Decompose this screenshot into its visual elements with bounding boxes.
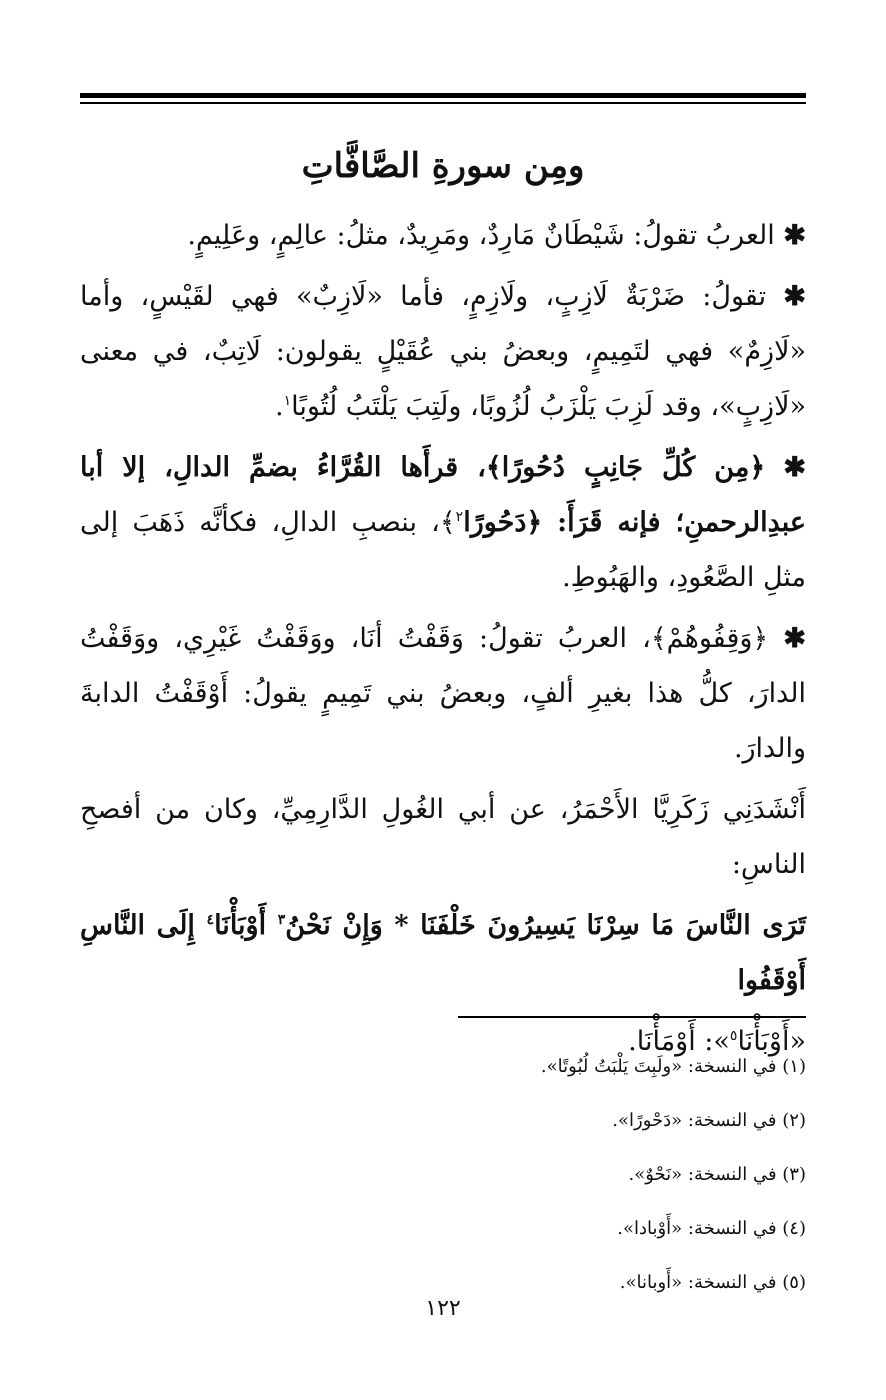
footnote-ref-1[interactable]: ١ [283,393,292,409]
paragraph-text: »: أَوْمَأْنَا. [628,1026,730,1057]
asterisk-icon: ✱ [783,281,806,312]
footnote-3: (٣) في النسخة: «نَحْوٌ». [628,1164,806,1185]
poetry-verse [80,898,806,1008]
footnote-ref-5[interactable]: ٥ [729,1028,738,1044]
verse-part: تَرَى النَّاسَ مَا سِرْنَا يَسِيرُونَ خَلْفَنَا * وَإِنْ نَحْنُ [285,910,806,941]
main-text [80,208,806,1075]
paragraph-1 [80,208,806,263]
verse-part: أَوْبَأْنَا [214,910,267,941]
footnote-ref-3[interactable]: ٣ [277,912,286,928]
footnote-1: (١) في النسخة: «ولَبِتَ يَلْبَتُ لُبُوتًا». [540,1056,806,1077]
footnote-ref-2[interactable]: ٢ [455,509,464,525]
paragraph-text: ﴾، بنصبِ الدالِ، فكأنَّه ذَهَبَ إلى مثلِ الصَّعُودِ، والهَبُوطِ. [80,507,806,593]
paragraph-text: تقولُ: ضَرْبَةٌ لَازِبٍ، ولَازِمٍ، فأما «لَازِبٌ» فهي لقَيْسٍ، وأما «لَازِمٌ» فهي لتَمِيمٍ، وبعضُ بني عُقَيْلٍ يقولون: لَاتِبٌ، في معنى «لَازِبٍ»، وقد لَزِبَ يَلْزَبُ لُزُوبًا، ولَتِبَ يَلْتَبُ لُتُوبًا [80,281,806,422]
paragraph-text: أَنْشَدَنِي زَكَرِيَّا الأَحْمَرُ، عن أبي الغُولِ الدَّارِمِيِّ، وكان من أفصحِ الناسِ: [80,794,806,880]
footnote-5: (٥) في النسخة: «أَوبانا». [619,1272,806,1293]
footnote-2: (٢) في النسخة: «دَحْورًا». [612,1110,806,1131]
paragraph-text: «أَوْبَأْنَا [737,1026,806,1057]
footnote-divider [458,1016,806,1018]
paragraph-text: ﴿مِن كُلِّ جَانِبٍ دُحُورًا﴾، قرأَها القُرَّاءُ بضمِّ الدالِ، إلا أبا عبدِالرحمنِ؛ فإنه قَرَأَ: ﴿دَحُورًا [80,452,807,538]
paragraph-text: العربُ تقولُ: شَيْطَانٌ مَارِدٌ، ومَرِيدٌ، مثلُ: عالِمٍ، وعَلِيمٍ. [187,220,775,251]
page-title: ومِن سورةِ الصَّافَّاتِ [301,146,585,186]
asterisk-icon: ✱ [783,452,806,483]
footnote-ref-4[interactable]: ٤ [206,912,215,928]
header-rule-thin [80,102,806,104]
footnote-4: (٤) في النسخة: «أَوْبادا». [617,1218,806,1239]
page-number: ١٢٢ [425,1296,461,1321]
paragraph-2: ✱ تقولُ: ضَرْبَةٌ لَازِبٍ، ولَازِمٍ، فأما «لَازِبٌ» فهي لقَيْسٍ، وأما «لَازِمٌ» فهي لتَمِيمٍ، وبعضُ بني عُقَيْلٍ يقولون: لَاتِبٌ، في معنى «لَازِبٍ»، وقد لَزِبَ يَلْزَبُ لُزُوبًا، ولَتِبَ يَلْتَبُ لُتُوبًا$^١$. [80,281,806,422]
asterisk-icon: ✱ [783,623,806,654]
paragraph-text: ﴿وَقِفُوهُمْ﴾، العربُ تقولُ: وَقَفْتُ أنَا، ووَقَفْتُ غَيْرِي، ووَقَفْتُ الدارَ، كلُّ هذا بغيرِ ألفٍ، وبعضُ بني تَمِيمٍ يقولُ: أَوْقَفْتُ الدابةَ والدارَ. [80,623,806,764]
footnotes [80,1040,806,1310]
asterisk-icon: ✱ [783,220,806,251]
verse-part: إِلَى النَّاسِ أَوْقَفُوا [80,910,806,996]
header-rule-thick [80,93,806,98]
paragraph-5 [80,782,806,892]
paragraph-4 [80,611,806,776]
paragraph-3 [80,440,806,605]
